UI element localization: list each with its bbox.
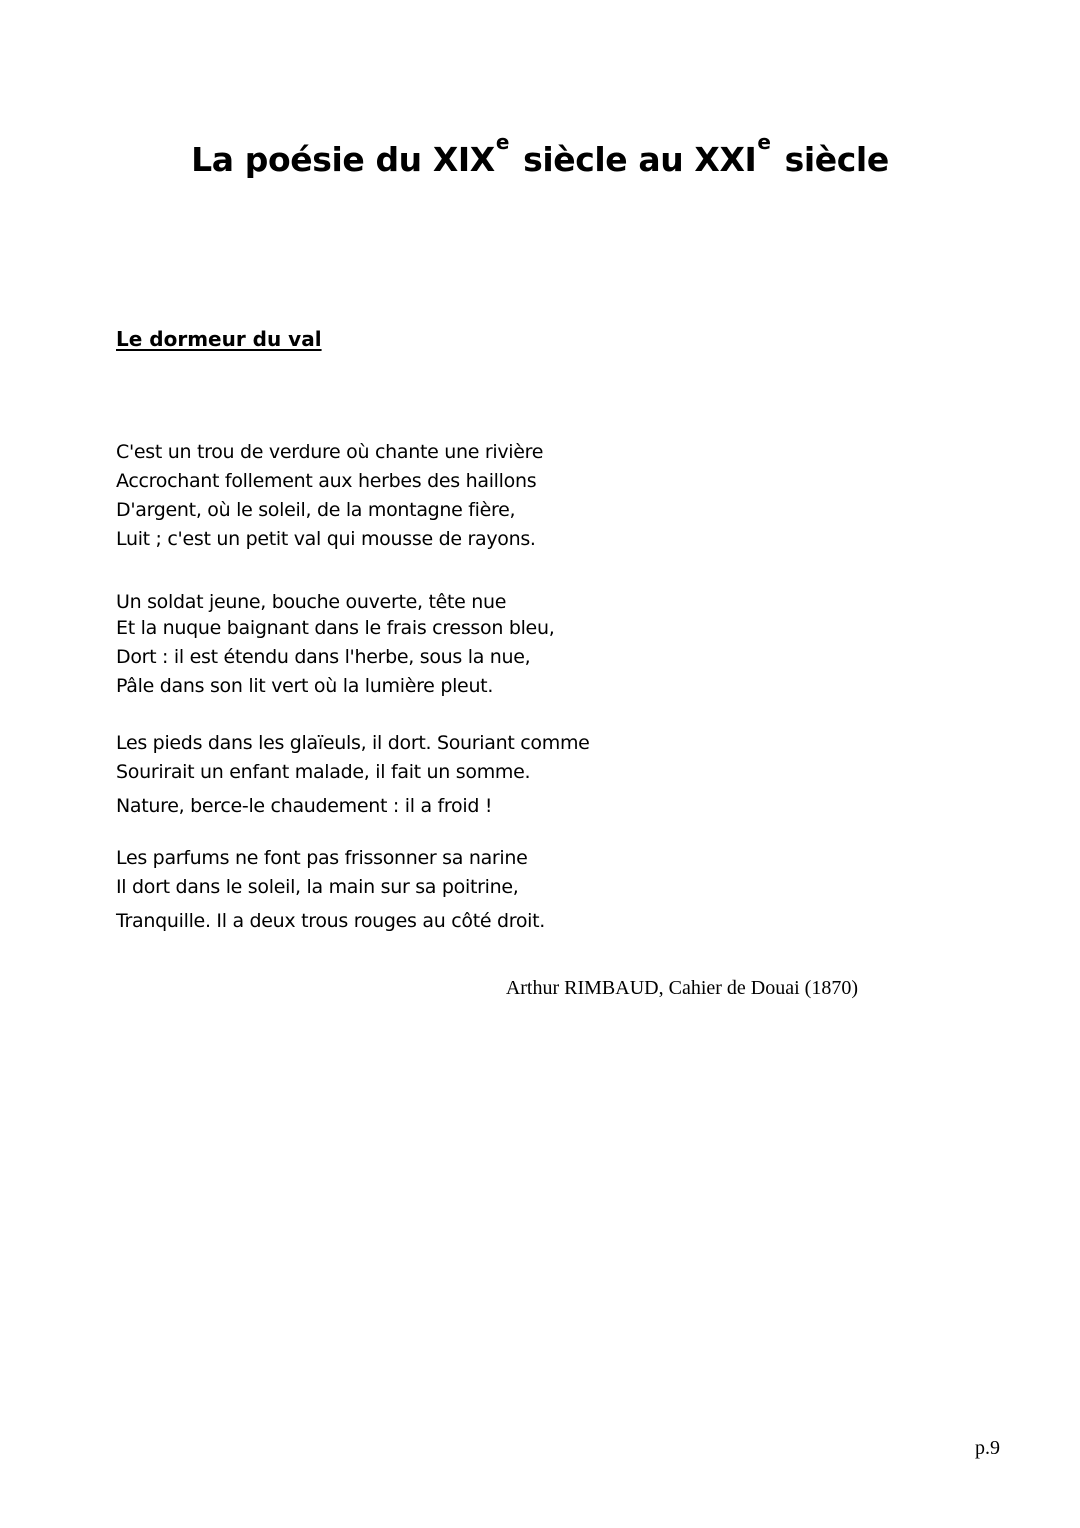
poem-line: Il dort dans le soleil, la main sur sa poitrine, [116,876,519,898]
stanza-2 [116,590,554,701]
poem-line: Luit ; c'est un petit val qui mousse de rayons. [116,528,536,550]
century-superscript-1: e [495,130,509,155]
stanza-4 [116,844,545,936]
page-number: p.9 [975,1437,1000,1459]
poem-line: Les parfums ne font pas frissonner sa narine [116,847,528,869]
poem-attribution: Arthur RIMBAUD, Cahier de Douai (1870) [505,977,858,999]
poem-line: Accrochant follement aux herbes des haillons [116,470,537,492]
poem-line: C'est un trou de verdure où chante une rivière [116,441,544,463]
page-title-part-3: siècle [773,140,889,180]
page-title [0,130,1080,190]
poem-line: Dort : il est étendu dans l'herbe, sous la nue, [116,646,531,668]
stanza-3 [116,729,590,821]
page-title-part-1: La poésie du XIX [191,140,495,180]
poem-line: Pâle dans son lit vert où la lumière pleut. [116,675,494,697]
page-title-part-2: siècle au XXI [511,140,757,180]
poem-line: Les pieds dans les glaïeuls, il dort. Souriant comme [116,732,590,754]
stanza-1 [116,438,543,554]
century-superscript-2: e [757,130,771,155]
poem-line: Un soldat jeune, bouche ouverte, tête nue [116,591,507,613]
poem-line: Sourirait un enfant malade, il fait un somme. [116,761,531,783]
poem-line: Et la nuque baignant dans le frais cresson bleu, [116,617,555,639]
poem-title: Le dormeur du val [116,327,322,351]
poem-line: Nature, berce-le chaudement : il a froid ! [116,795,493,817]
poem-line: Tranquille. Il a deux trous rouges au côté droit. [116,910,546,932]
poem-line: D'argent, où le soleil, de la montagne fière, [116,499,516,521]
